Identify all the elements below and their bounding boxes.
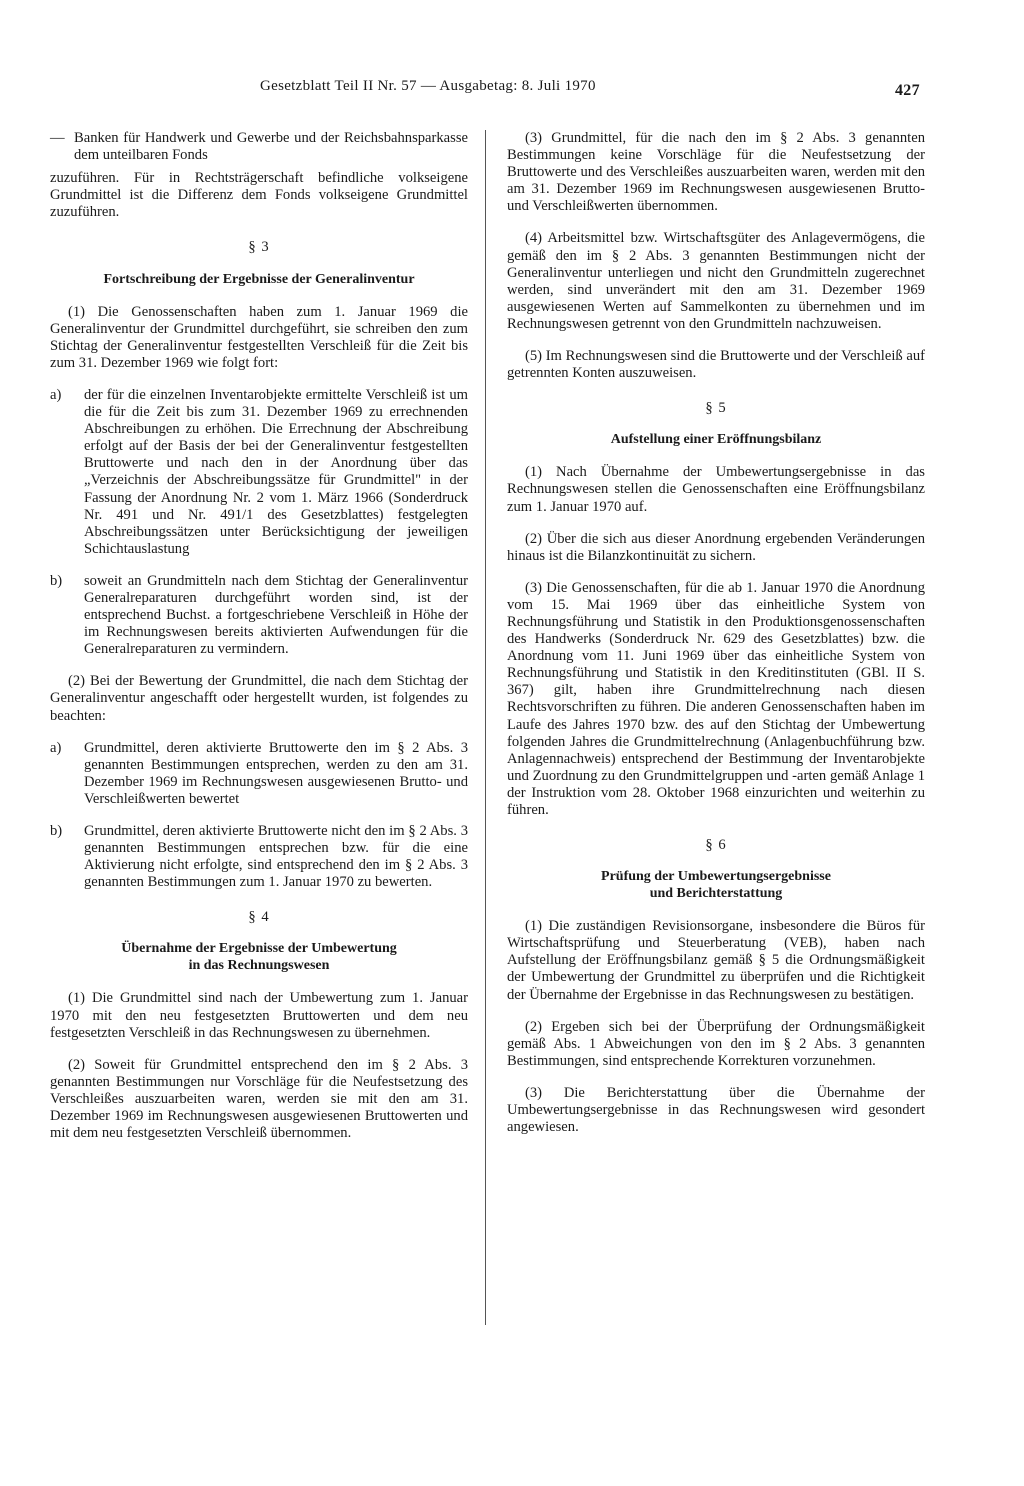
section-4-paragraph-1: (1) Die Grundmittel sind nach der Umbewertung zum 1. Januar 1970 mit den neu festgesetzten Bruttowerten und dem neu festgesetzten Verschleiß in das Rechnungswesen zu übernehmen. (50, 990, 468, 1041)
dash-item-text: Banken für Handwerk und Gewerbe und der Reichsbahnsparkasse dem unteilbaren Fonds (74, 130, 468, 164)
section-6-mark: § 6 (705, 837, 727, 854)
section-6-paragraph-3: (3) Die Berichterstattung über die Übernahme der Umbewertungsergebnisse in das Rechnungswesen wird gesondert angewiesen. (507, 1084, 925, 1136)
section-3-paragraph-1: (1) Die Genossenschaften haben zum 1. Januar 1969 die Generalinventur der Grundmittel durchgeführt, sie schreiben den zum Stichtag der Generalinventur festgestellten Verschleiß für die Zeit bis zum 31. Dezember 1969 wie folgt fort: (50, 303, 468, 371)
section-5-paragraph-2: (2) Über die sich aus dieser Anordnung ergebenden Veränderungen hinaus ist die Bilanzkontinuität zu sichern. (507, 530, 925, 564)
page-header (50, 78, 950, 104)
section-4-paragraph-5: (5) Im Rechnungswesen sind die Bruttowerte und der Verschleiß auf getrennten Konten auszuweisen. (507, 348, 925, 382)
section-3-item-b (50, 573, 468, 658)
section-3-heading: Fortschreibung der Ergebnisse der Generalinventur (103, 271, 415, 287)
item-label: a) (50, 386, 62, 403)
page-number: 427 (895, 82, 920, 99)
section-6-heading-line-1: Prüfung der Umbewertungsergebnisse (601, 869, 831, 885)
item-label: b) (50, 572, 63, 589)
continuation-paragraph: zuzuführen. Für in Rechtsträgerschaft befindliche volkseigene Grundmittel ist die Differenz dem Fonds volkseigene Grundmittel zuzuführen. (50, 170, 468, 221)
section-3-2-item-b (50, 823, 468, 891)
item-label: a) (50, 739, 62, 756)
section-4-paragraph-3: (3) Grundmittel, für die nach den im § 2 Abs. 3 genannten Bestimmungen keine Vorschläge für die Neufestsetzung der Bruttowerte und des Verschleißes auszuarbeiten waren, werden mit den am 31. Dezember 1969 im Rechnungswesen ausgewiesenen Brutto- und Verschleißwerten übernommen. (507, 130, 925, 215)
section-5-paragraph-3: (3) Die Genossenschaften, für die ab 1. Januar 1970 die Anordnung vom 15. Mai 1969 über das einheitliche System von Rechnungsführung und Statistik in den Produktionsgenossenschaften des Handwerks (Sonderdruck Nr. 629 des Gesetzblattes) bzw. die Anordnung vom 11. Juni 1969 über das einheitliche System von Rechnungsführung und Statistik in den Kreditinstituten (GBl. II S. 367) gilt, haben ihre Grundmittelrechnung nach diesen Rechtsvorschriften zu führen. Die anderen Genossenschaften haben im Laufe des Jahres 1970 bzw. des auf den Stichtag der Umbewertung folgenden Jahres die Grundmittelrechnung (Anlagenbuchführung bzw. Anlagennachweis) entsprechend der Bestimmung der Inventarobjekte und Zuordnung zu den Grundmittelgruppen und -arten gemäß Anlage 1 der Instruktion vom 28. Oktober 1968 einzurichten und weiterhin zu führen. (507, 579, 925, 818)
section-3-2-item-a (50, 740, 468, 808)
section-6-paragraph-2: (2) Ergeben sich bei der Überprüfung der Ordnungsmäßigkeit gemäß Abs. 1 Abweichungen von den im § 2 Abs. 3 genannten Bestimmungen, sind entsprechende Korrekturen vorzunehmen. (507, 1018, 925, 1069)
dash-list-item (50, 130, 468, 164)
item-label: b) (50, 823, 63, 839)
item-text: soweit an Grundmitteln nach dem Stichtag der Generalinventur Generalreparaturen durchgeführt worden sind, ist der entsprechend Buchst. a fortgeschriebene Verschleiß in Höhe der im Rechnungswesen bereits aktivierten Aufwendungen für die Generalreparaturen zu vermindern. (84, 572, 468, 658)
item-text: der für die einzelnen Inventarobjekte ermittelte Verschleiß ist um die für die Zeit bis zum 31. Dezember 1969 zu errechnenden Abschreibungen zu erhöhen. Die Errechnung der Abschreibung erfolgt auf der Basis der bei der Generalinventur festgestellten Bruttowerte und nach den in der Anordnung über das „Verzeichnis der Abschreibungssätze für Grundmittel" in der Fassung der Anordnung Nr. 2 vom 1. März 1966 (Sonderdruck Nr. 491 und Nr. 491/1 des Gesetzblattes) festgelegten Abschreibungssätzen unter Berücksichtigung der jeweiligen Schichtauslastung (84, 386, 468, 557)
section-6-paragraph-1: (1) Die zuständigen Revisionsorgane, insbesondere die Büros für Wirtschaftsprüfung und Steuerberatung (VEB), haben nach Aufstellung der Eröffnungsbilanz gemäß § 5 die Ordnungsmäßigkeit der Umbewertung der Grundmittel zu überprüfen und die Richtigkeit der Übernahme der Ergebnisse in das Rechnungswesen zu bestätigen. (507, 918, 925, 1003)
section-4-paragraph-2: (2) Soweit für Grundmittel entsprechend den im § 2 Abs. 3 genannten Bestimmungen nur Vorschläge für die Neufestsetzung des Verschleißes auszuarbeiten waren, werden sie mit den am 31. Dezember 1969 im Rechnungswesen ausgewiesenen Bruttowerten und mit dem neu festgesetzten Verschleiß übernommen. (50, 1056, 468, 1142)
item-text: Grundmittel, deren aktivierte Bruttowerte nicht den im § 2 Abs. 3 genannten Bestimmungen entsprechen bzw. für die eine Aktivierung nicht erfolgte, sind entsprechend den im § 2 Abs. 3 genannten Bestimmungen zum 1. Januar 1970 zu bewerten. (84, 823, 468, 891)
item-text: Grundmittel, deren aktivierte Bruttowerte den im § 2 Abs. 3 genannten Bestimmungen entsprechen, werden zu den am 31. Dezember 1969 im Rechnungswesen ausgewiesenen Brutto- und Verschleißwerten bewertet (84, 739, 468, 807)
section-5-heading: Aufstellung einer Eröffnungsbilanz (610, 432, 822, 448)
section-3-mark: § 3 (248, 239, 270, 256)
section-4-mark: § 4 (248, 909, 270, 926)
dash-marker: — (50, 130, 65, 146)
left-column (50, 130, 468, 1157)
column-divider (485, 130, 486, 1325)
section-6-heading (507, 868, 925, 902)
gazette-title: Gesetzblatt Teil II Nr. 57 — Ausgabetag: 8. Juli 1970 (260, 78, 596, 94)
section-5-mark: § 5 (705, 400, 727, 417)
section-4-heading-line-2: in das Rechnungswesen (188, 958, 330, 974)
section-4-heading (50, 940, 468, 974)
section-4-paragraph-4: (4) Arbeitsmittel bzw. Wirtschaftsgüter des Anlagevermögens, die gemäß den im § 2 Abs. 3 genannten Bestimmungen nicht der Generalinventur unterliegen und nicht den Grundmitteln zugerechnet werden, sind unverändert mit den am 31. Dezember 1969 ausgewiesenen Werten auf Sammelkonten zu übernehmen und im Rechnungswesen getrennt von den Grundmitteln nachzuweisen. (507, 230, 925, 332)
section-5-paragraph-1: (1) Nach Übernahme der Umbewertungsergebnisse in das Rechnungswesen stellen die Genossenschaften eine Eröffnungsbilanz zum 1. Januar 1970 auf. (507, 464, 925, 515)
section-4-heading-line-1: Übernahme der Ergebnisse der Umbewertung (121, 941, 397, 957)
right-column (507, 130, 925, 1151)
section-6-heading-line-2: und Berichterstattung (649, 886, 783, 902)
section-3-paragraph-2: (2) Bei der Bewertung der Grundmittel, die nach dem Stichtag der Generalinventur angeschafft oder hergestellt wurden, ist folgendes zu beachten: (50, 673, 468, 724)
section-3-item-a (50, 387, 468, 558)
